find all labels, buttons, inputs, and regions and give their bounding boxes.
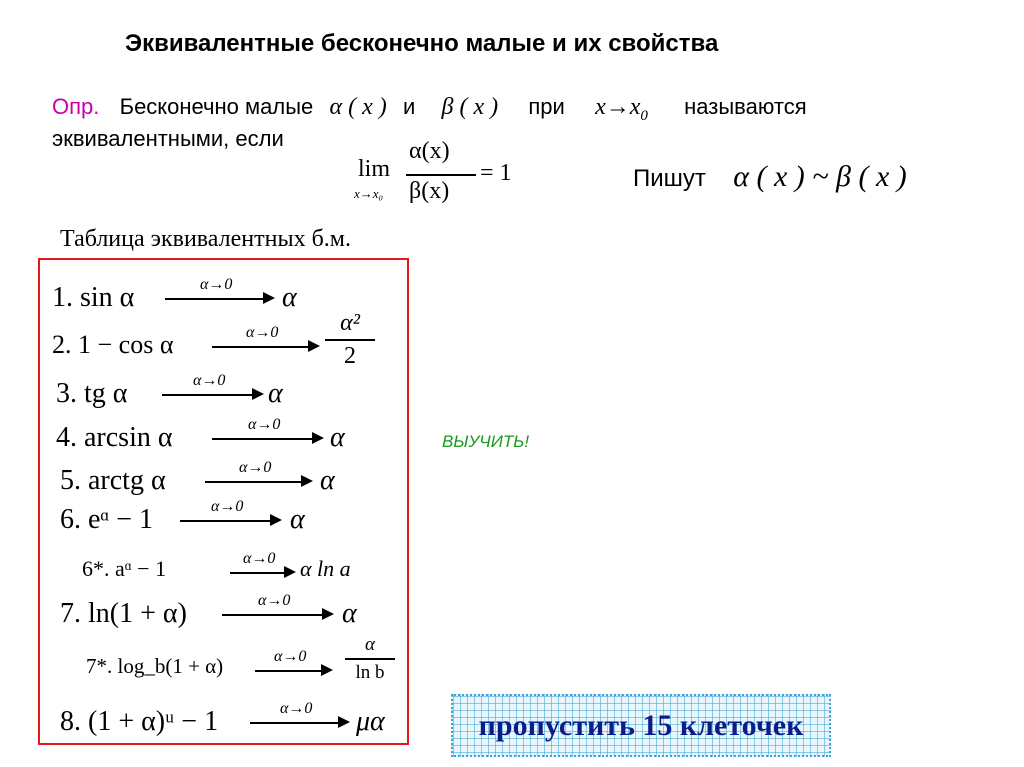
tends-to-arrow-icon [162,372,264,402]
equivalence-fraction [345,634,395,684]
arrow-label: α→0 [248,416,281,433]
arrow-label: α→0 [193,372,226,389]
arrow-shaft [180,520,274,522]
definition-text-1: Бесконечно малые [119,94,314,119]
equivalence-left: 1. sin α [52,282,135,313]
skip-cells-note [451,694,831,757]
fraction-denominator: 2 [344,342,356,369]
equivalence-row [0,372,410,418]
beta-x: β ( x ) [441,94,499,120]
limit-formula [354,138,514,213]
equivalence-left: 6. eᵅ − 1 [60,504,154,535]
slide-title: Эквивалентные бесконечно малые и их свойства [125,30,719,57]
arrow-label: α→0 [211,498,244,515]
arrow-shaft [255,670,325,672]
limit-fraction-bar [406,174,476,176]
arrow-head [308,340,320,352]
notation-label: Пишут [633,165,706,192]
equivalence-left: 4. arcsin α [56,422,173,453]
arrow-label: α→0 [200,276,233,293]
arrow-shaft [230,572,288,574]
arrow-shaft [222,614,326,616]
tends-to-arrow-icon [180,498,282,528]
equivalence-row [0,416,410,462]
equivalence-row [0,550,410,596]
notation-expression: α ( x ) ~ β ( x ) [733,160,907,193]
learn-note: ВЫУЧИТЬ! [442,432,530,451]
equivalence-right: α [342,598,357,629]
equivalence-fraction [325,310,375,370]
equivalence-right: α [290,504,305,535]
limit-numerator: α(x) [409,138,450,164]
arrow-head [252,388,264,400]
arrow-head [284,566,296,578]
equivalence-left: 7*. log_b(1 + α) [86,654,224,678]
definition-and: и [403,94,416,119]
arrow-label: α→0 [246,324,279,341]
definition-at: при [528,94,565,119]
fraction-numerator: α [365,634,375,655]
fraction-numerator: α² [340,310,360,336]
arrow-head [301,475,313,487]
arrow-head [322,608,334,620]
arrow-label: α→0 [274,648,307,665]
arrow-shaft [162,394,256,396]
arrow-label: α→0 [243,550,276,567]
arrow-shaft [205,481,305,483]
arrow-head [321,664,333,676]
equivalence-right: μα [356,706,385,737]
equivalence-row [0,310,410,370]
notation [633,160,907,194]
arrow-head [263,292,275,304]
fraction-denominator: ln b [355,661,385,683]
tends-to-arrow-icon [212,416,324,446]
definition-line-2: эквивалентными, если [52,126,284,151]
limit-lim: lim [358,156,391,182]
tends-to-arrow-icon [250,700,350,730]
limit-sub: x→x₀ [354,186,384,201]
arrow-head [338,716,350,728]
tends-to-arrow-icon [212,324,320,354]
arrow-head [312,432,324,444]
tends-to-arrow-icon [230,550,296,580]
table-title: Таблица эквивалентных б.м. [60,226,351,252]
tends-to-arrow-icon [255,648,333,678]
equivalence-right: α ln a [300,556,351,581]
fraction-bar [345,658,395,660]
definition-line-1 [52,94,807,125]
equivalence-left: 5. arctg α [60,465,166,496]
fraction-bar [325,339,375,341]
equivalence-right: α [268,378,283,409]
arrow-shaft [212,346,312,348]
alpha-x: α ( x ) [329,94,387,120]
equivalence-left: 3. tg α [56,378,128,409]
tends-to-arrow-icon [222,592,334,622]
equivalence-row [0,700,410,746]
equivalence-right: α [320,465,335,496]
definition-label: Опр. [52,94,100,119]
arrow-head [270,514,282,526]
limit-denominator: β(x) [409,178,450,204]
arrow-shaft [212,438,316,440]
equivalence-left: 2. 1 − cos α [52,330,174,359]
limit-condition-sub: 0 [640,107,648,124]
equivalence-row [0,634,410,694]
limit-condition-text: x→x [595,94,641,120]
equivalence-row [0,592,410,638]
equivalence-left: 7. ln(1 + α) [60,598,187,629]
definition-called: называются [684,94,807,119]
equivalence-row [0,498,410,544]
arrow-shaft [250,722,342,724]
equivalence-row [0,459,410,505]
limit-condition [595,94,648,124]
arrow-shaft [165,298,267,300]
limit-equals: = 1 [480,160,512,186]
equivalence-right: α [282,282,297,313]
equivalence-left: 8. (1 + α)ᵘ − 1 [60,706,219,737]
equivalence-right: α [330,422,345,453]
equivalence-left: 6*. aᵅ − 1 [82,556,167,581]
arrow-label: α→0 [280,700,313,717]
tends-to-arrow-icon [165,276,275,306]
arrow-label: α→0 [239,459,272,476]
skip-cells-text: пропустить 15 клеточек [478,708,804,742]
arrow-label: α→0 [258,592,291,609]
tends-to-arrow-icon [205,459,313,489]
